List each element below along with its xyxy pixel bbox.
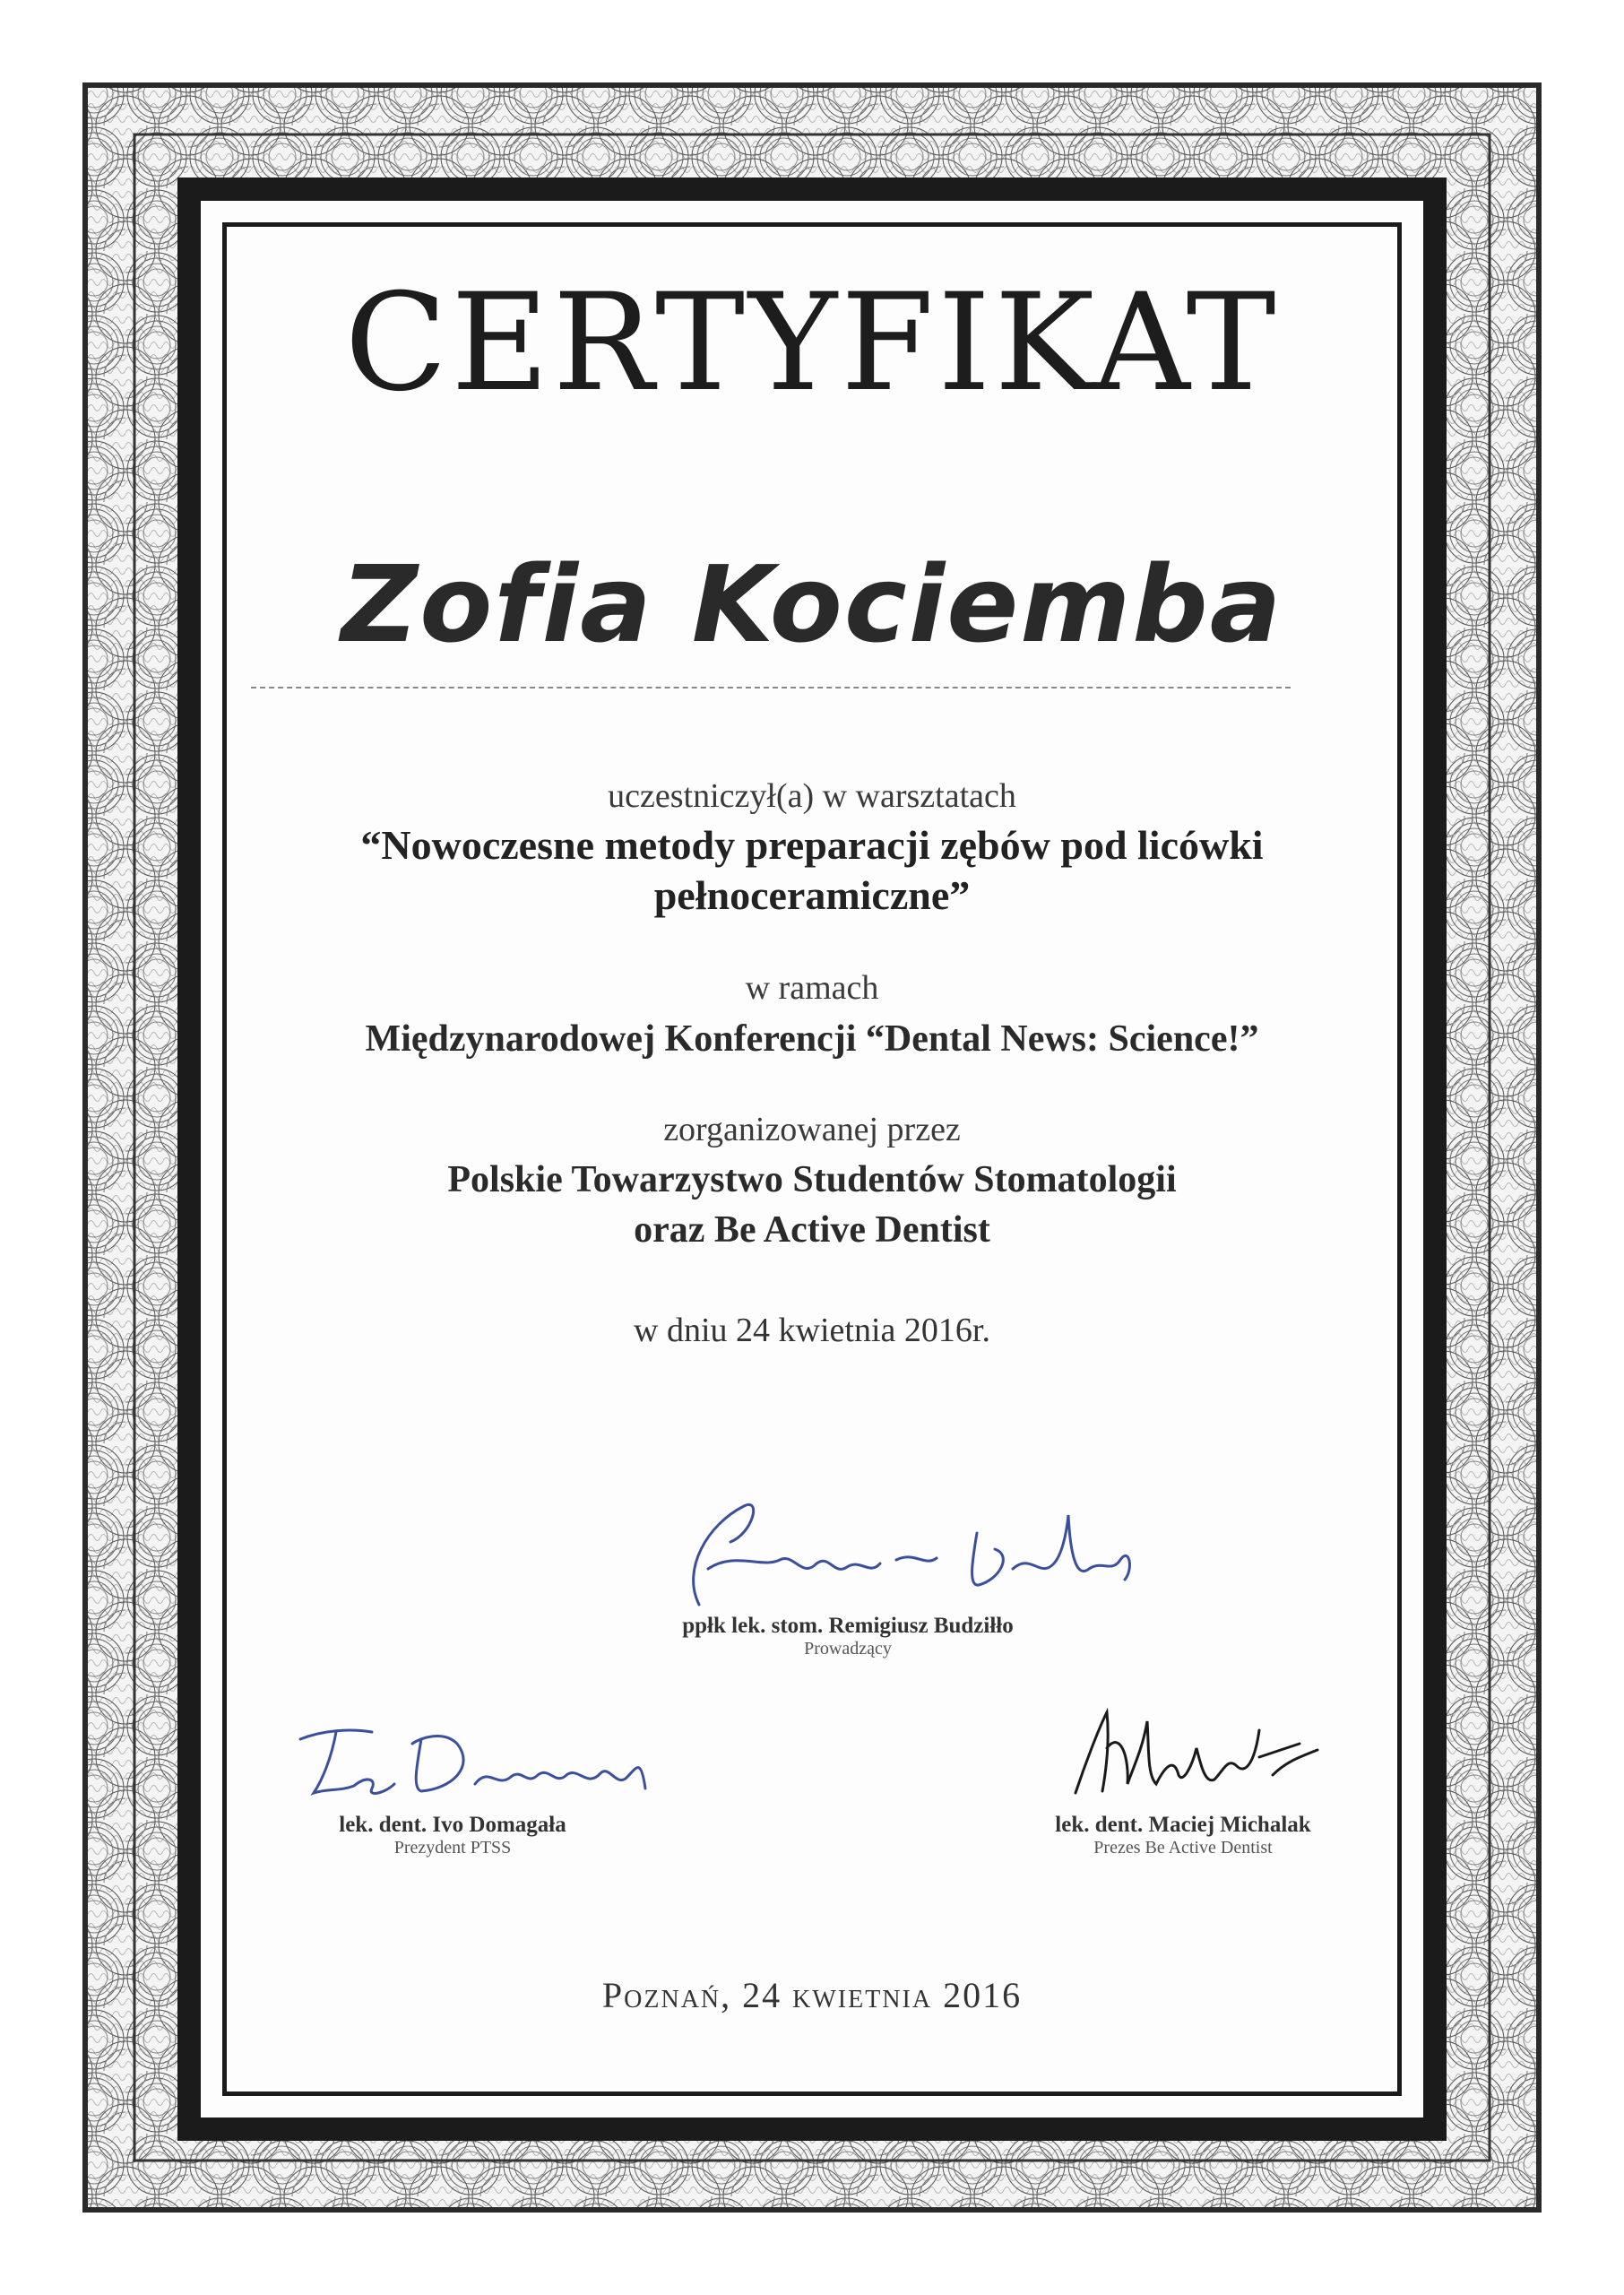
handwritten-signature-left	[287, 1703, 663, 1820]
signature-left	[287, 1703, 663, 1820]
place-and-date: Poznań, 24 kwietnia 2016	[601, 1975, 1023, 2015]
event-date: w dniu 24 kwietnia 2016r.	[634, 1312, 990, 1349]
workshop-title-line1: “Nowoczesne metody preparacji zębów pod licówki	[360, 822, 1264, 868]
signature-lead	[645, 1470, 1147, 1632]
organized-label: zorganizowanej przez	[663, 1111, 961, 1148]
signature-right	[1058, 1694, 1326, 1811]
signatory-left-name: lek. dent. Ivo Domagała	[339, 1813, 566, 1837]
recipient-name: Zofia Kociemba	[341, 542, 1283, 666]
signatory-right-name: lek. dent. Maciej Michalak	[1055, 1813, 1311, 1837]
handwritten-signature-lead	[645, 1470, 1147, 1632]
organizer-line1: Polskie Towarzystwo Studentów Stomatologii	[447, 1159, 1177, 1200]
conference-name: Międzynarodowej Konferencji “Dental News: Science!”	[365, 1018, 1259, 1060]
handwritten-signature-right	[1058, 1694, 1326, 1811]
intro-text: uczestniczył(a) w warsztatach	[608, 777, 1016, 815]
certificate-title: CERTYFIKAT	[344, 265, 1280, 421]
signatory-lead-name: ppłk lek. stom. Remigiusz Budziłło	[682, 1614, 1014, 1638]
name-underline	[251, 687, 1291, 688]
workshop-title-line2: pełnoceramiczne”	[653, 872, 971, 918]
organizer-line2: oraz Be Active Dentist	[634, 1209, 990, 1251]
signatory-right-role: Prezes Be Active Dentist	[1093, 1838, 1273, 1858]
signatory-left-role: Prezydent PTSS	[393, 1838, 512, 1858]
context-label: w ramach	[745, 969, 879, 1007]
signatory-lead-role: Prowadzący	[804, 1639, 892, 1658]
